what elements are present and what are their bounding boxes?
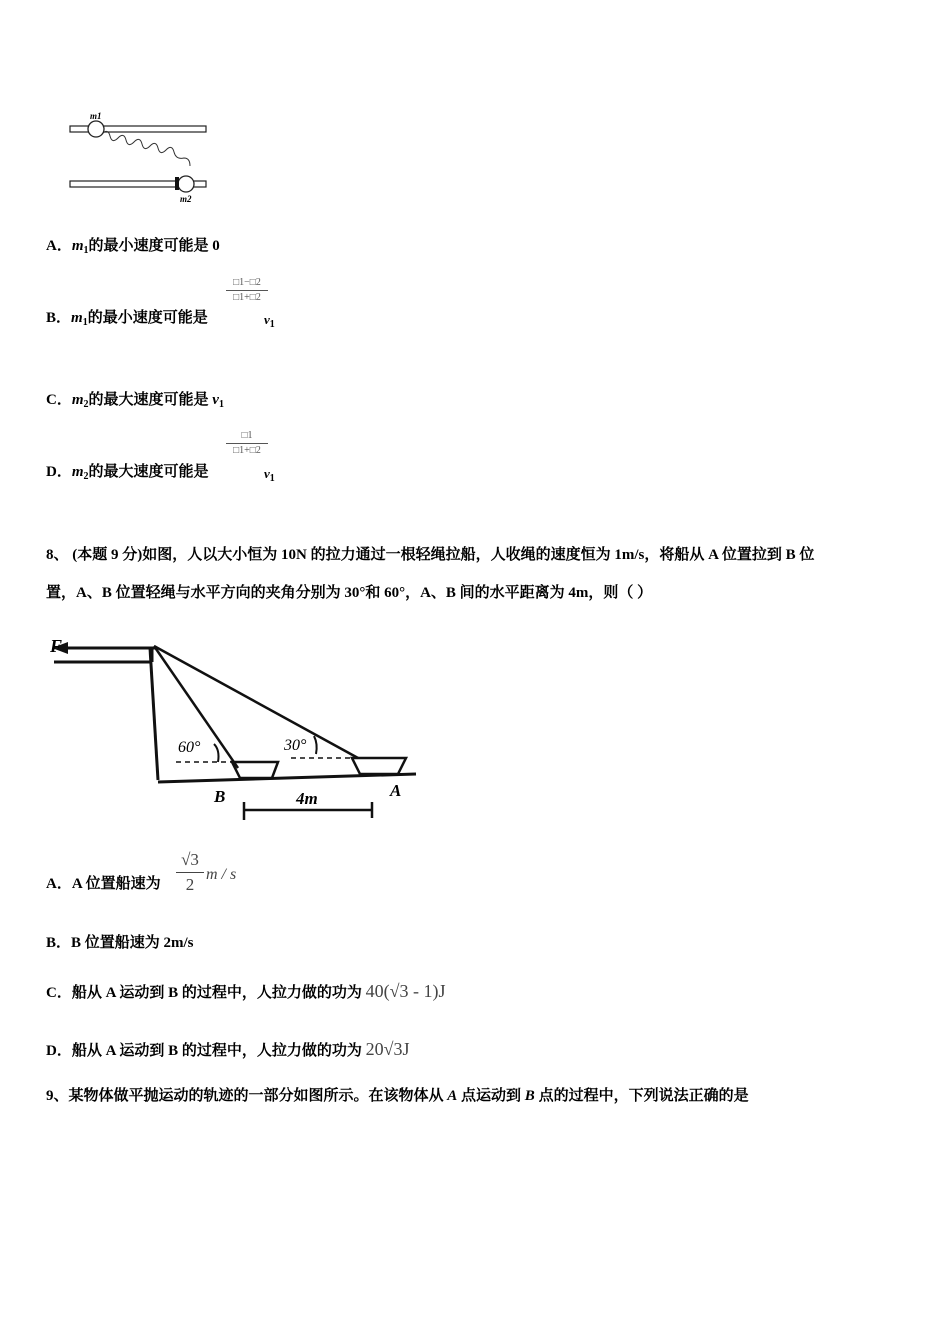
q8-stem-line1: 8、 (本题 9 分)如图，人以大小恒为 10N 的拉力通过一根轻绳拉船，人收绳的速度恒为 1m/s，将船从 A 位置拉到 B 位 (46, 547, 815, 563)
label-m1: m1 (90, 111, 102, 121)
q7-d-fraction: □1 □1+□2 (226, 430, 268, 457)
q8-d-expr: 20√3J (365, 1039, 410, 1059)
label-4m: 4m (296, 789, 318, 808)
q8-stem-line2: 置，A、B 位置轻绳与水平方向的夹角分别为 30°和 60°，A、B 间的水平距离为 4m，则（ ） (46, 585, 653, 601)
q7-option-b: B．$m_1$的最小速度可能是 (46, 310, 208, 328)
q8-option-b: B．B 位置船速为 2m/s (46, 935, 194, 951)
q8-a-fraction: √3 2 (176, 850, 204, 895)
q8-c-expr: 40(√3 - 1)J (365, 981, 446, 1001)
q7-option-a: A．$m_1$的最小速度可能是 0 (46, 238, 220, 256)
q8-option-a: A．A 位置船速为 (46, 876, 161, 892)
q7-b-fraction: □1−□2 □1+□2 (226, 277, 268, 304)
label-angle-30: 30° (284, 737, 307, 754)
q8-option-d: D．船从 A 运动到 B 的过程中，人拉力做的功为 20√3J (46, 1039, 410, 1059)
label-B: B (214, 787, 226, 806)
spring-rails-figure (62, 108, 222, 208)
boat-pulling-figure (46, 630, 426, 830)
q8-option-c: C．船从 A 运动到 B 的过程中，人拉力做的功为 40(√3 - 1)J (46, 981, 446, 1001)
label-A: A (390, 781, 402, 800)
q7-d-velocity: $v_1$ (264, 466, 275, 484)
label-F: F (50, 636, 63, 656)
q7-b-velocity: $v_1$ (264, 312, 275, 330)
q8-a-unit: m / s (206, 866, 237, 883)
q7-option-c: C．$m_2$的最大速度可能是 $v_1$ (46, 392, 224, 410)
q9-stem: 9、某物体做平抛运动的轨迹的一部分如图所示。在该物体从 A 点运动到 B 点的过程中，下列说法正确的是 (46, 1088, 749, 1104)
q7-option-d: D．$m_2$的最大速度可能是 (46, 464, 209, 482)
label-m2: m2 (180, 194, 192, 204)
label-angle-60: 60° (178, 739, 201, 756)
